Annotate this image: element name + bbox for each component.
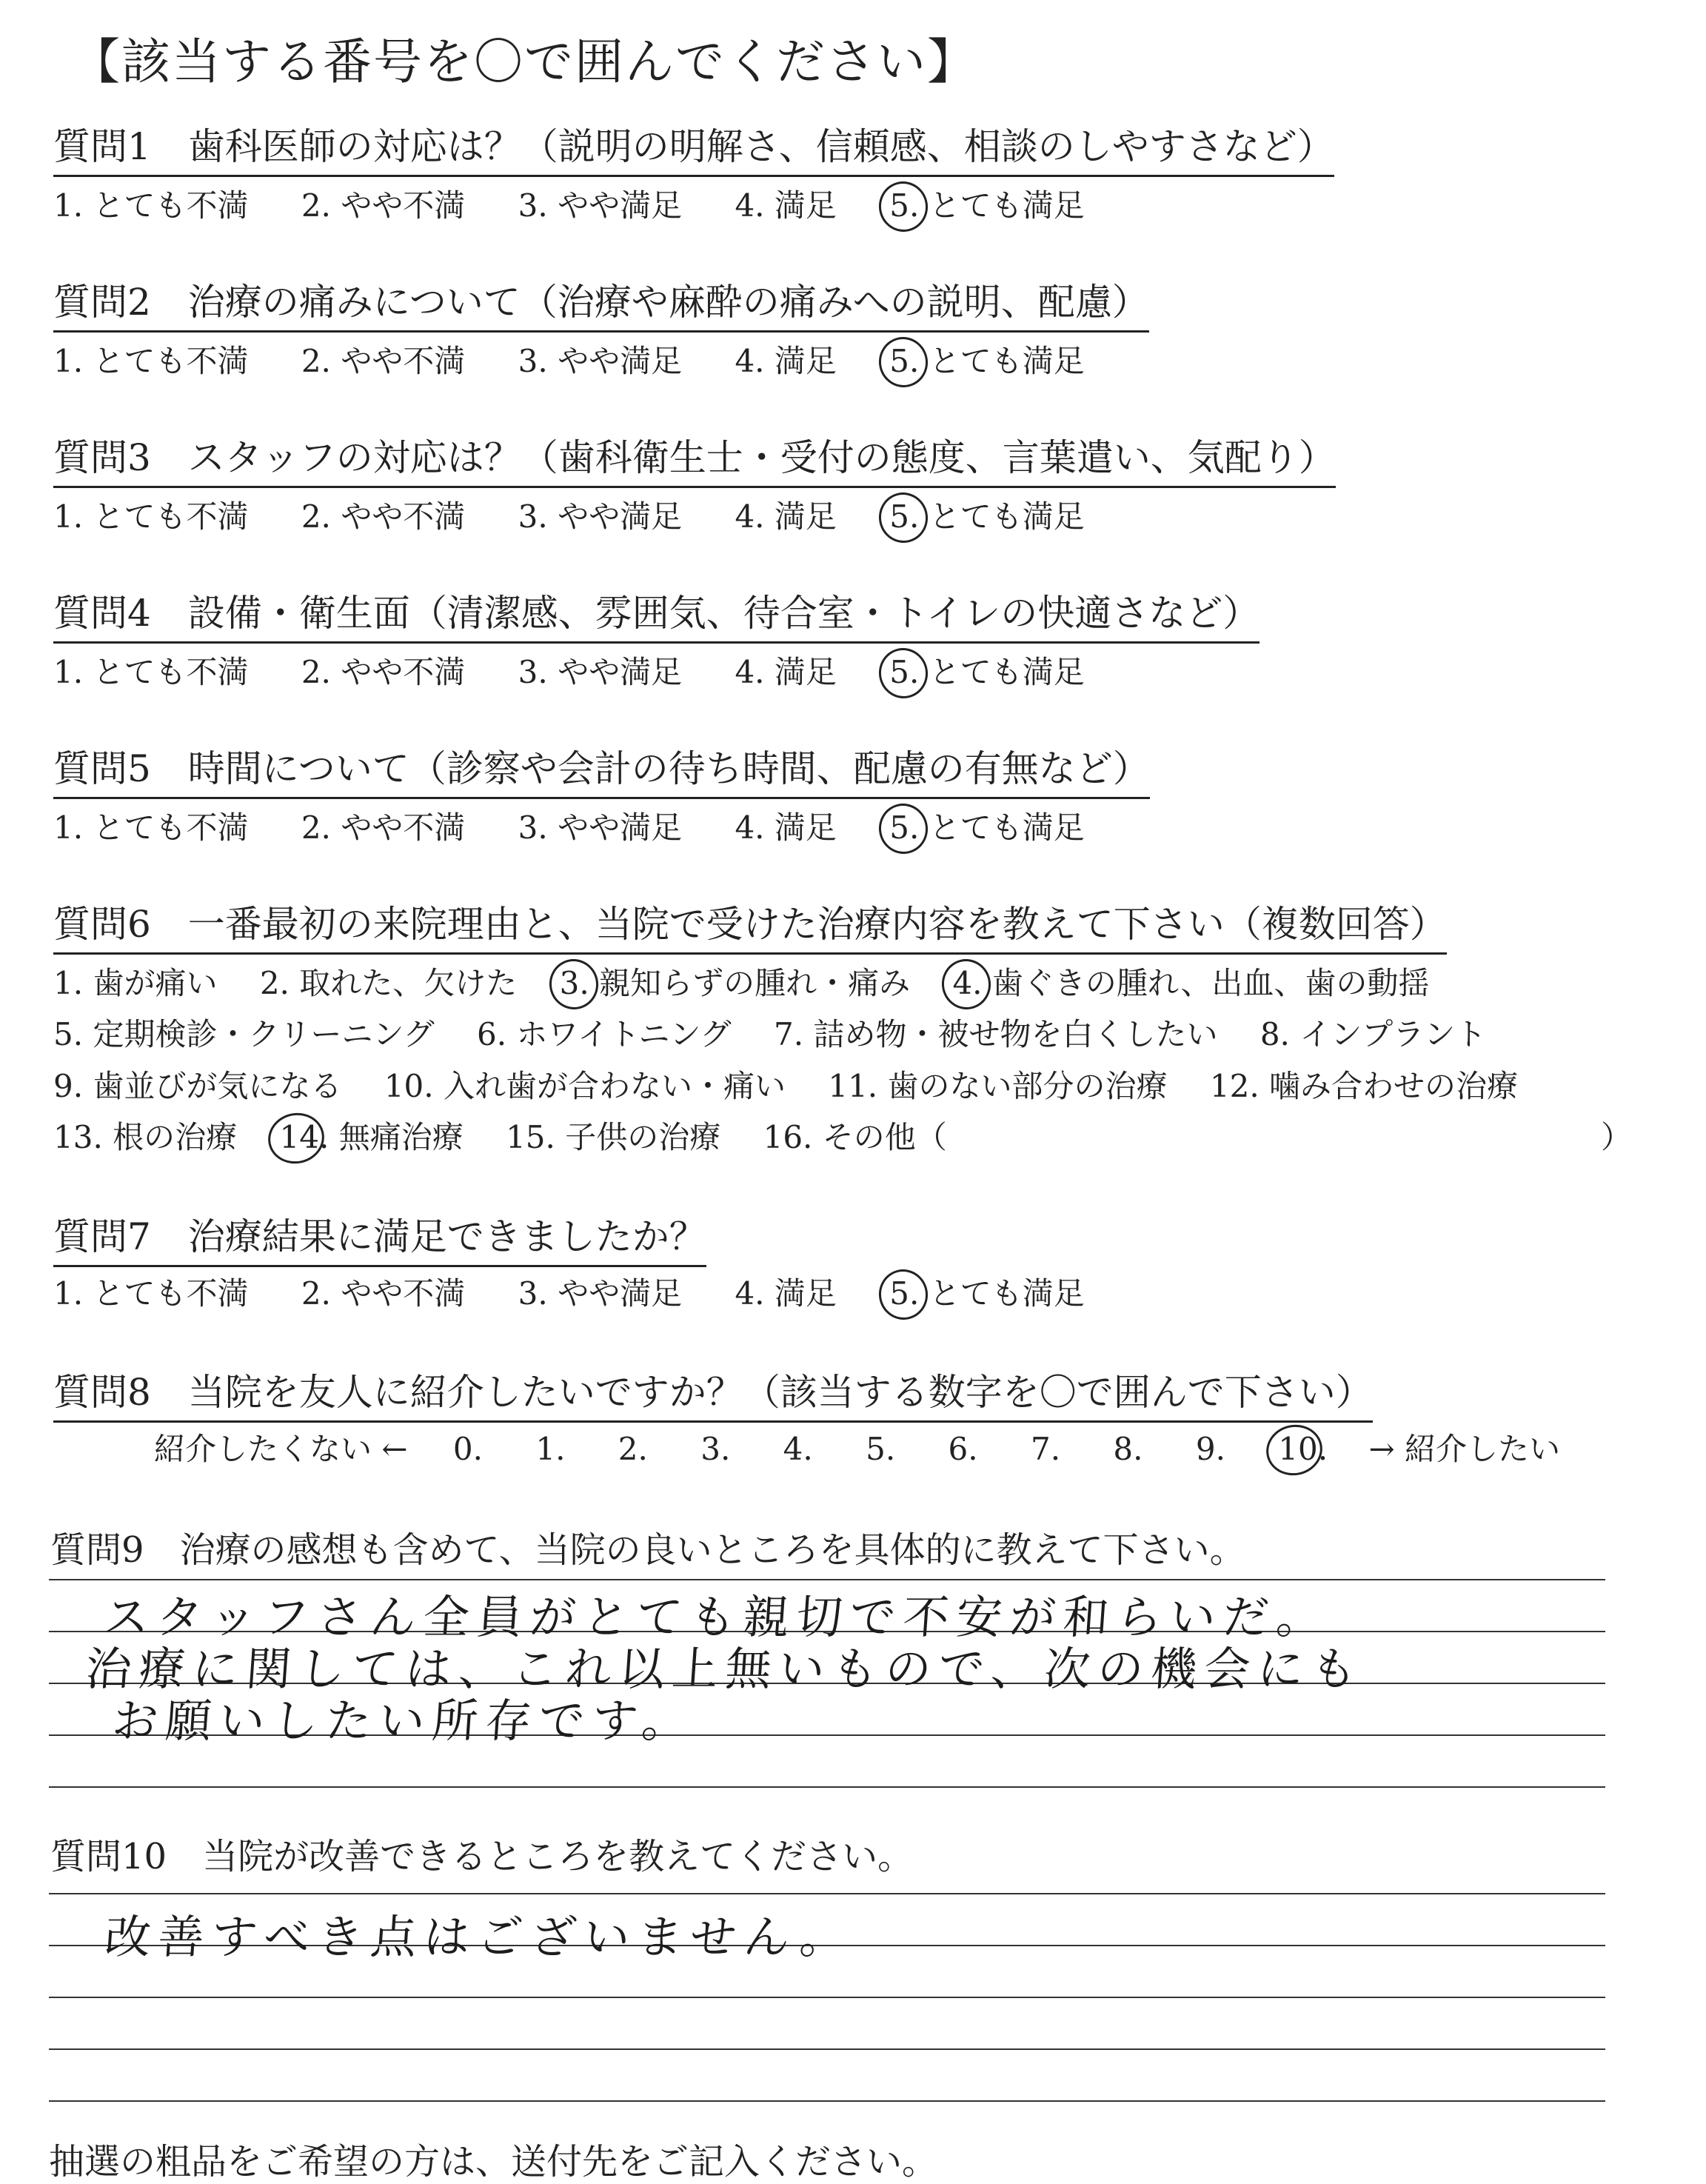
q4-option-4[interactable]: 4. 満足 (735, 654, 837, 690)
q5-option-1[interactable]: 1. とても不満 (53, 809, 249, 846)
q1-option-2[interactable]: 2. やや不満 (301, 187, 466, 224)
q8-left-label: 紹介したくない ← (154, 1431, 408, 1467)
q6-option-1[interactable]: 1. 歯が痛い (53, 965, 218, 1001)
q10-answer-line-5 (49, 2100, 1605, 2102)
q8-option-4[interactable]: 4. (783, 1431, 813, 1467)
q1-option-5-circled[interactable]: 5. とても満足 (889, 187, 1085, 224)
q1-option-4[interactable]: 4. 満足 (735, 187, 837, 224)
question-3-label: 質問3 スタッフの対応は？（歯科衛生士・受付の態度、言葉遣い、気配り） (53, 428, 1336, 488)
q6-option-16[interactable]: 16. その他（ (763, 1119, 947, 1155)
q3-option-5-circled[interactable]: 5. とても満足 (889, 498, 1085, 535)
question-2-options (53, 337, 1085, 381)
question-6-row-1 (53, 959, 1429, 1003)
q8-option-8[interactable]: 8. (1113, 1431, 1143, 1467)
question-5-label: 質問5 時間について（診察や会計の待ち時間、配慮の有無など） (53, 739, 1150, 799)
q1-option-1[interactable]: 1. とても不満 (53, 187, 249, 224)
question-7-options (53, 1269, 1085, 1314)
q8-option-3[interactable]: 3. (700, 1431, 731, 1467)
q5-option-3[interactable]: 3. やや満足 (518, 809, 683, 846)
q8-option-10-circled[interactable]: 10. (1278, 1431, 1328, 1467)
q2-option-3[interactable]: 3. やや満足 (518, 343, 683, 379)
q8-option-2[interactable]: 2. (618, 1431, 648, 1467)
q4-option-1[interactable]: 1. とても不満 (53, 654, 249, 690)
q6-option-7[interactable]: 7. 詰め物・被せ物を白くしたい (774, 1016, 1218, 1052)
q9-answer-line-5 (49, 1786, 1605, 1788)
question-4-options (53, 648, 1085, 692)
q8-option-5[interactable]: 5. (866, 1431, 896, 1467)
q6-option-9[interactable]: 9. 歯並びが気になる (53, 1068, 342, 1104)
question-8-scale (154, 1425, 1560, 1469)
q9-handwritten-line-2: 治療に関しては、これ以上無いもので、次の機会にも (84, 1642, 1366, 1696)
question-9-label: 質問9 治療の感想も含めて、当院の良いところを具体的に教えて下さい。 (50, 1529, 1245, 1571)
q1-option-3[interactable]: 3. やや満足 (518, 187, 683, 224)
q4-option-5-circled[interactable]: 5. とても満足 (889, 654, 1085, 690)
q7-option-4[interactable]: 4. 満足 (735, 1275, 837, 1312)
question-6-row-4 (53, 1113, 947, 1158)
q2-option-5-circled[interactable]: 5. とても満足 (889, 343, 1085, 379)
q8-option-1[interactable]: 1. (535, 1431, 566, 1467)
q6-option-15[interactable]: 15. 子供の治療 (506, 1119, 721, 1155)
q4-option-3[interactable]: 3. やや満足 (518, 654, 683, 690)
q6-option-12[interactable]: 12. 噛み合わせの治療 (1209, 1068, 1519, 1104)
q6-option-14-circled[interactable]: 14. 無痛治療 (279, 1119, 464, 1155)
question-2-label: 質問2 治療の痛みについて（治療や麻酔の痛みへの説明、配慮） (53, 273, 1149, 333)
q5-option-2[interactable]: 2. やや不満 (301, 809, 466, 846)
page-title: 【該当する番号を〇で囲んでください】 (71, 33, 977, 90)
question-4-label: 質問4 設備・衛生面（清潔感、雰囲気、待合室・トイレの快適さなど） (53, 584, 1260, 644)
q8-right-label: → 紹介したい (1368, 1431, 1560, 1467)
q9-handwritten-line-3: お願いしたい所存です。 (110, 1694, 698, 1748)
q4-option-2[interactable]: 2. やや不満 (301, 654, 466, 690)
q7-option-2[interactable]: 2. やや不満 (301, 1275, 466, 1312)
q3-option-1[interactable]: 1. とても不満 (53, 498, 249, 535)
q5-option-5-circled[interactable]: 5. とても満足 (889, 809, 1085, 846)
q7-option-1[interactable]: 1. とても不満 (53, 1275, 249, 1312)
question-7-label: 質問7 治療結果に満足できましたか？ (53, 1207, 706, 1267)
q9-handwritten-line-1: スタッフさん全員がとても親切で不安が和らいだ。 (101, 1590, 1332, 1644)
q2-option-4[interactable]: 4. 満足 (735, 343, 837, 379)
q10-answer-line-4 (49, 2048, 1605, 2050)
footer-cut-off-text: 抽選の粗品をご希望の方は、送付先をご記入ください。 (49, 2141, 938, 2183)
question-6-row-2 (53, 1010, 1486, 1055)
q10-handwritten-answer: 改善すべき点はございません。 (103, 1910, 855, 1964)
q6-option-6[interactable]: 6. ホワイトニング (476, 1016, 732, 1052)
q8-option-7[interactable]: 7. (1030, 1431, 1061, 1467)
q6-option-10[interactable]: 10. 入れ歯が合わない・痛い (384, 1068, 786, 1104)
q10-answer-line-1 (49, 1893, 1605, 1894)
question-6-row-3 (53, 1062, 1518, 1106)
question-8-label: 質問8 当院を友人に紹介したいですか？（該当する数字を〇で囲んで下さい） (53, 1363, 1373, 1423)
q6-option-13[interactable]: 13. 根の治療 (53, 1119, 238, 1155)
q6-option-2[interactable]: 2. 取れた、欠けた (259, 965, 518, 1001)
q6-option-8[interactable]: 8. インプラント (1260, 1016, 1487, 1052)
question-1-label: 質問1 歯科医師の対応は？（説明の明解さ、信頼感、相談のしやすさなど） (53, 117, 1334, 177)
q5-option-4[interactable]: 4. 満足 (735, 809, 837, 846)
q3-option-3[interactable]: 3. やや満足 (518, 498, 683, 535)
q6-option-11[interactable]: 11. 歯のない部分の治療 (828, 1068, 1168, 1104)
q10-answer-line-3 (49, 1997, 1605, 1998)
q2-option-2[interactable]: 2. やや不満 (301, 343, 466, 379)
question-6-label: 質問6 一番最初の来院理由と、当院で受けた治療内容を教えて下さい（複数回答） (53, 895, 1447, 955)
q3-option-2[interactable]: 2. やや不満 (301, 498, 466, 535)
question-10-label: 質問10 当院が改善できるところを教えてください。 (50, 1836, 914, 1877)
q8-option-6[interactable]: 6. (948, 1431, 978, 1467)
q3-option-4[interactable]: 4. 満足 (735, 498, 837, 535)
q2-option-1[interactable]: 1. とても不満 (53, 343, 249, 379)
q7-option-5-circled[interactable]: 5. とても満足 (889, 1275, 1085, 1312)
question-5-options (53, 804, 1085, 848)
q7-option-3[interactable]: 3. やや満足 (518, 1275, 683, 1312)
q6-other-close-paren: ） (1601, 1119, 1633, 1155)
q6-option-3-circled[interactable]: 3. 親知らずの腫れ・痛み (559, 965, 911, 1001)
q8-option-0[interactable]: 0. (452, 1431, 483, 1467)
q6-option-4-circled[interactable]: 4. 歯ぐきの腫れ、出血、歯の動揺 (952, 965, 1430, 1001)
question-3-options (53, 492, 1085, 537)
q8-option-9[interactable]: 9. (1195, 1431, 1225, 1467)
q6-option-5[interactable]: 5. 定期検診・クリーニング (53, 1016, 435, 1052)
question-1-options (53, 181, 1085, 226)
